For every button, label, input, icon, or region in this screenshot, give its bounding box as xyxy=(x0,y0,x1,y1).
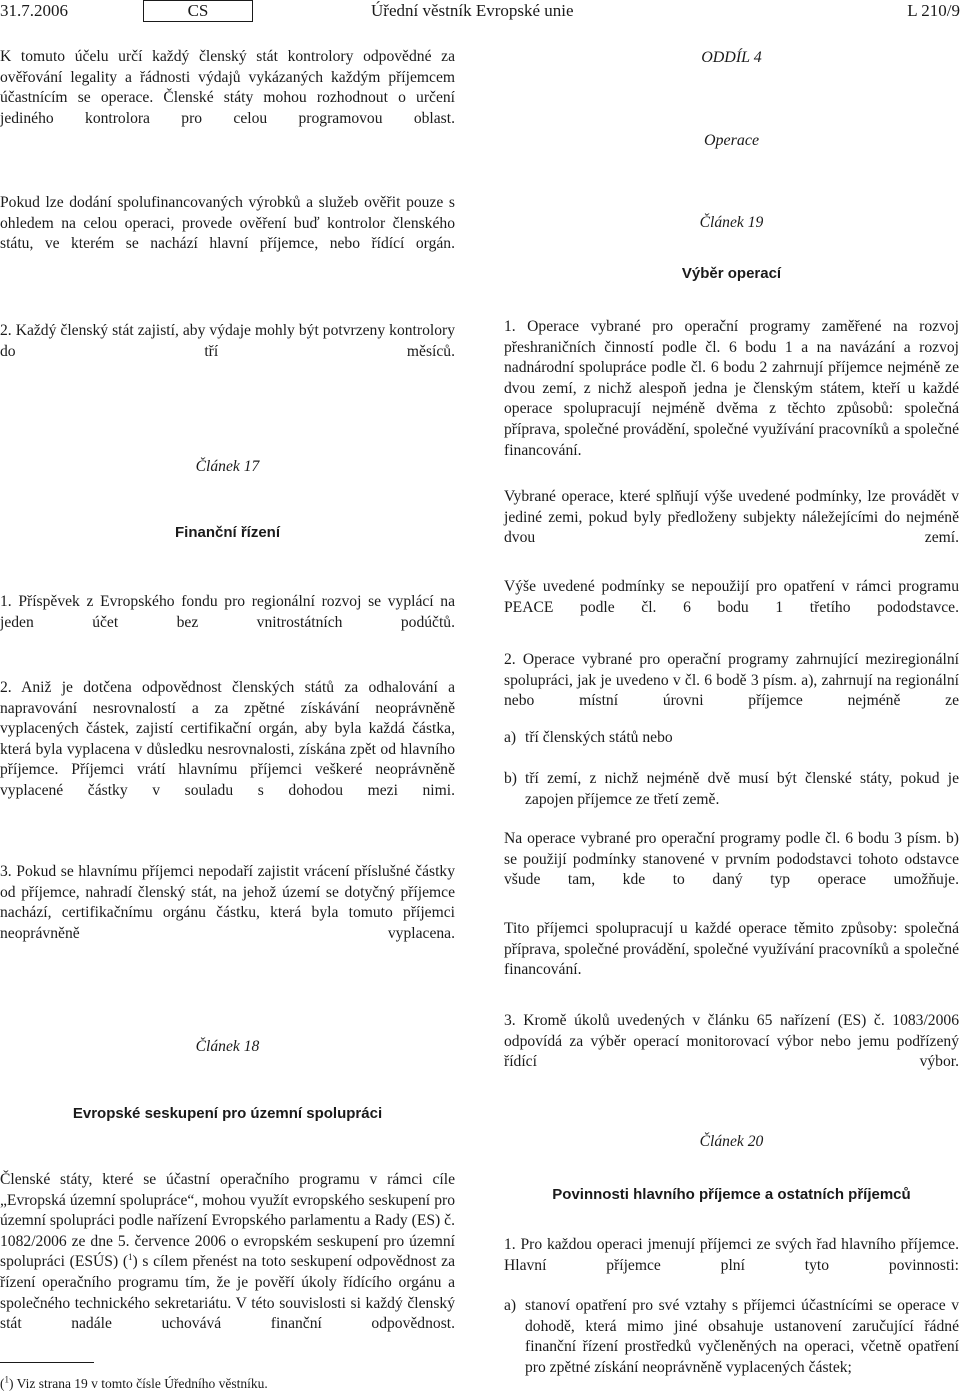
article-17-paragraph-2: 2. Aniž je dotčena odpovědnost členských států za odhalování a napravování nesrovnalostí a za zpětné získávání neoprávněně vyplacených částek, zajistí certifikační orgán, aby byla každá částka, která byla vyplacena v důsledku nesrovnalosti, získána zpět od hlavního příjemce. Příjemci vrátí hlavnímu příjemci veškeré neoprávněně vyplacené částky v souladu s dohodou mezi nimi. xyxy=(0,679,455,799)
list-item-a: a) tří členských států nebo xyxy=(504,729,673,746)
list-item-a-obligations: a) stanoví opatření pro své vztahy s příjemci účastnícími se operace v dohodě, která mimo jiné obsahuje ustanovení zaručující řádné finanční řízení prostředků vyčleněných na operaci, včetně opatření pro zpětné získání neoprávněně vyplacených částek; xyxy=(504,1297,959,1376)
footnote-reference: 1 xyxy=(128,1252,133,1263)
paragraph-three-months: 2. Každý členský stát zajistí, aby výdaje mohly být potvrzeny kontrolory do tří měsíců. xyxy=(0,322,455,360)
article-17-paragraph-3: 3. Pokud se hlavnímu příjemci nepodaří zajistit vrácení příslušné částky od příjemce, nahradí členský stát, na jehož území se dotyčný příjemce nachází, certifikačnímu orgánu částku, která byla tomuto příjemci neoprávněně vyplacena. xyxy=(0,863,455,942)
article-19-number: Článek 19 xyxy=(699,214,764,231)
footnote: ($^1$) Viz strana 19 v tomto čísle Úředního věstníku. xyxy=(0,1374,268,1391)
article-19-paragraph-3: Výše uvedené podmínky se nepoužijí pro opatření v rámci programu PEACE podle čl. 6 bodu 1 třetího pododstavce. xyxy=(504,578,959,616)
paragraph-verification: Pokud lze dodání spolufinancovaných výrobků a služeb ověřit pouze s ohledem na celou operaci, provede ověření buď kontrolor členského státu, ve kterém se nachází hlavní příjemce, nebo řídící orgán. xyxy=(0,194,455,253)
paragraph-controllers: K tomuto účelu určí každý členský stát kontrolory odpovědné za ověřování legality a řádnosti výdajů vykázaných každým příjemcem účastnícím se operace. Členské státy mohou rozhodnout o určení jediného kontrolora pro celou programovou oblast. xyxy=(0,48,455,127)
article-19-paragraph-4: 2. Operace vybrané pro operační programy zahrnující meziregionální spolupráci, jak je uvedeno v čl. 6 bodě 3 písm. a), zahrnují na regionální nebo místní úrovni příjemce nejméně ze xyxy=(504,651,959,710)
article-19-paragraph-1: 1. Operace vybrané pro operační programy zaměřené na rozvoj přeshraničních činností podle čl. 6 bodu 1 a na navázání a rozvoj nadnárodní spolupráce podle čl. 6 bodu 2 zahrnují příjemce nejméně ze dvou zemí, z nichž alespoň jedna je členským státem, kteří u každé operace spolupracují nejméně dvěma z těchto způsobů: společná příprava, společné provádění, společné využívání pracovníků a společné financování. xyxy=(504,318,959,459)
article-20-heading: Povinnosti hlavního příjemce a ostatních příjemců xyxy=(552,1186,911,1203)
language-badge: CS xyxy=(143,0,253,22)
article-20-number: Článek 20 xyxy=(699,1133,764,1150)
article-17-number: Článek 17 xyxy=(195,458,260,475)
list-item-b: b) tří zemí, z nichž nejméně dvě musí být členské státy, pokud je zapojen příjemce ze třetí země. xyxy=(504,770,959,808)
article-20-paragraph-1: 1. Pro každou operaci jmenují příjemci ze svých řad hlavního příjemce. Hlavní příjemce plní tyto povinnosti: xyxy=(504,1236,959,1274)
article-18-number: Článek 18 xyxy=(195,1038,260,1055)
footnote-divider xyxy=(0,1362,94,1363)
article-17-heading: Finanční řízení xyxy=(174,524,280,541)
section-number: ODDÍL 4 xyxy=(701,49,762,66)
journal-title: Úřední věstník Evropské unie xyxy=(371,1,574,20)
article-19-heading: Výběr operací xyxy=(681,265,782,282)
article-18-paragraph: Členské státy, které se účastní operačního programu v rámci cíle „Evropská územní spolupráce“, mohou využít evropského seskupení pro územní spolupráci podle nařízení Evropského parlamentu a Rady (ES) č. 1082/2006 ze dne 5. července 2006 o evropském seskupení pro územní spolupráci (ESÚS) ($^1$) s cílem přenést na toto seskupení odpovědnost za řízení operačního programu tím, že je pověří úkoly řídícího orgánu a společného technického sekretariátu. V této souvislosti si každý členský stát nadále uchovává finanční odpovědnost. xyxy=(0,1171,455,1333)
publication-date: 31.7.2006 xyxy=(0,1,68,20)
article-19-paragraph-6: Tito příjemci spolupracují u každé operace těmito způsoby: společná příprava, společné provádění, společné využívání pracovníků a společné financování. xyxy=(504,920,959,979)
section-title: Operace xyxy=(703,132,760,149)
article-19-paragraph-2: Vybrané operace, které splňují výše uvedené podmínky, lze provádět v jediné zemi, pokud byly předloženy subjekty náležejícími do nejméně dvou zemí. xyxy=(504,488,959,547)
article-18-heading: Evropské seskupení pro územní spolupráci xyxy=(72,1105,383,1122)
article-17-paragraph-1: 1. Příspěvek z Evropského fondu pro regionální rozvoj se vyplácí na jeden účet bez vnitrostátních podúčtů. xyxy=(0,593,455,631)
page-header xyxy=(0,0,960,24)
page-number: L 210/9 xyxy=(907,1,960,20)
article-19-paragraph-5: Na operace vybrané pro operační programy podle čl. 6 bodu 3 písm. b) se použijí podmínky stanovené v prvním pododstavci tohoto odstavce všude tam, kde to daný typ operace umožňuje. xyxy=(504,830,959,889)
footnote-marker: 1 xyxy=(4,1374,9,1385)
article-19-paragraph-7: 3. Kromě úkolů uvedených v článku 65 nařízení (ES) č. 1083/2006 odpovídá za výběr operací monitorovací výbor nebo jemu podřízený řídící výbor. xyxy=(504,1012,959,1071)
